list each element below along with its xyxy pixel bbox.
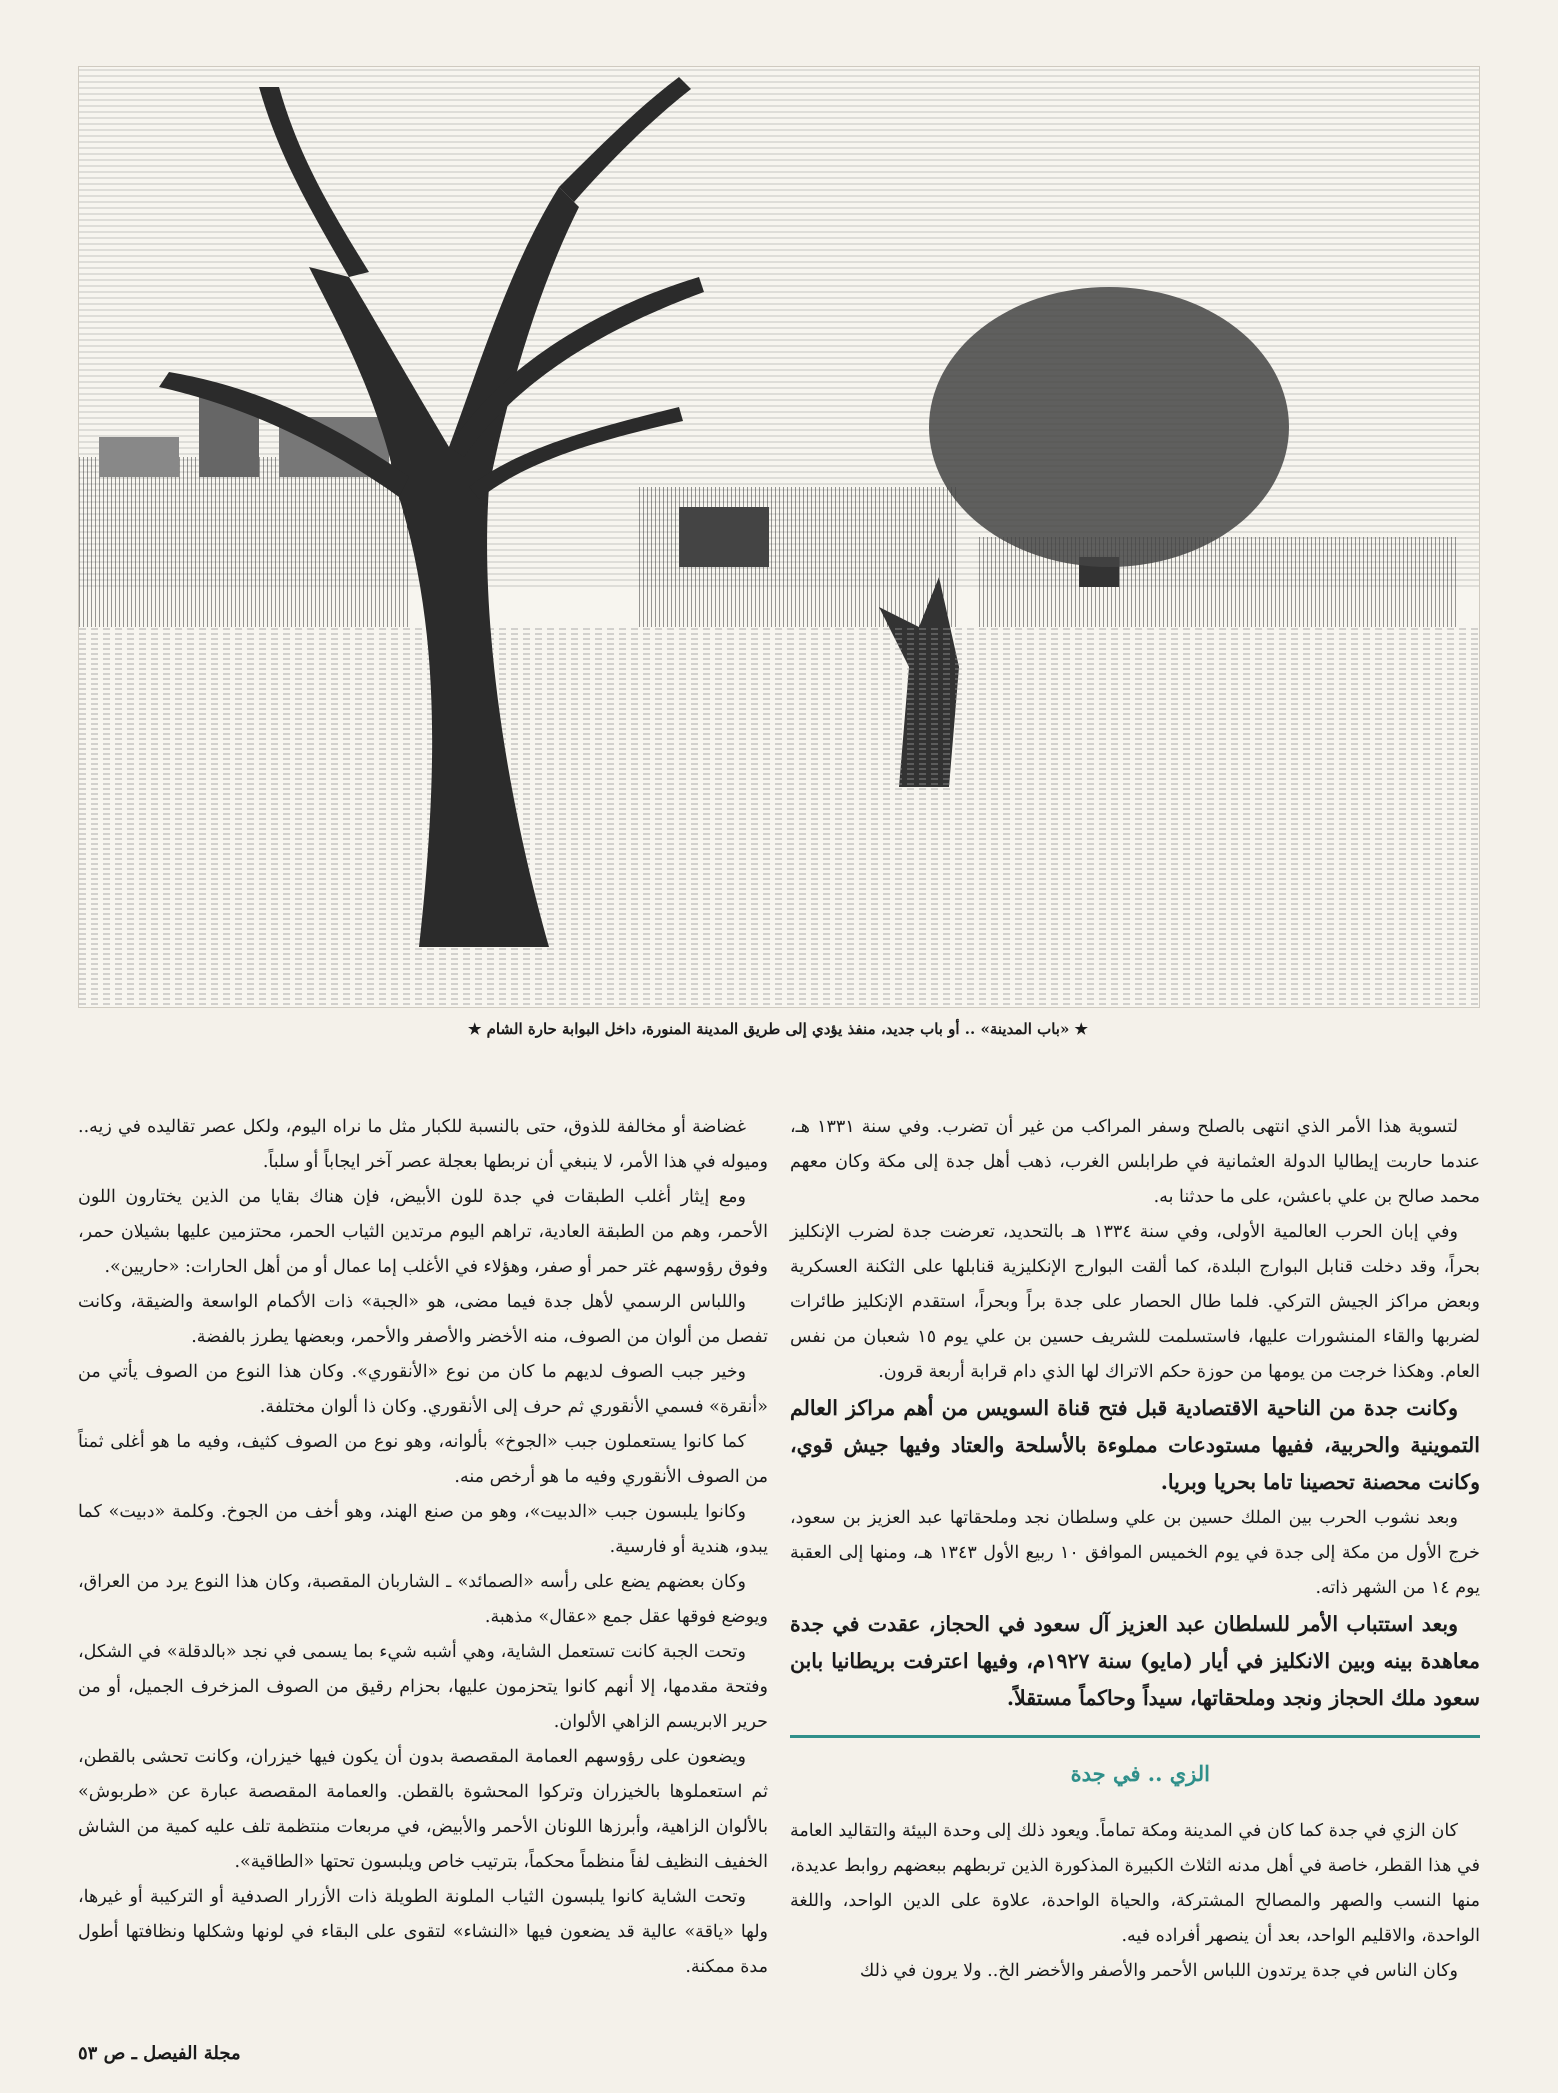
paragraph: كما كانوا يستعملون جبب «الجوخ» بألوانه، وهو نوع من الصوف كثيف، وفيه ما هو أغلى ثمناً من الصوف الأنقوري وفيه ما هو أرخص منه.: [78, 1432, 768, 1487]
jeddah-illustration: [78, 66, 1480, 1008]
etching-drawing: [79, 67, 1479, 1007]
paragraph-bold: وبعد استتباب الأمر للسلطان عبد العزيز آل سعود في الحجاز، عقدت في جدة معاهدة بينه وبين الانكليز في أيار (مايو) سنة ١٩٢٧م، وفيها اعترفت بريطانيا بابن سعود ملك الحجاز ونجد وملحقاتها، سيداً وحاكماً مستقلاً.: [790, 1612, 1480, 1710]
paragraph: لتسوية هذا الأمر الذي انتهى بالصلح وسفر المراكب من غير أن تضرب. وفي سنة ١٣٣١ هـ، عندما حاربت إيطاليا الدولة العثمانية في طرابلس الغرب، ذهب أهل جدة إلى مكة وكان معهم محمد صالح بن علي باعشن، على ما حدثنا به.: [790, 1117, 1480, 1207]
paragraph-bold: وكانت جدة من الناحية الاقتصادية قبل فتح قناة السويس من أهم مراكز العالم التموينية والحربية، ففيها مستودعات مملوءة بالأسلحة والعتاد وفيها جيش قوي، وكانت محصنة تحصينا تاما بحريا وبريا.: [790, 1396, 1480, 1494]
paragraph: وفي إبان الحرب العالمية الأولى، وفي سنة ١٣٣٤ هـ بالتحديد، تعرضت جدة لضرب الإنكليز بحراً، وقد دخلت قنابل البوارج البلدة، كما ألقت البوارج الإنكليزية قنابلها على الثكنة العسكرية وبعض مراكز الجيش التركي. فلما طال الحصار على جدة براً وبحراً، استقدم الإنكليز طائرات لضربها والقاء المنشورات عليها، فاستسلمت للشريف حسين بن علي يوم ١٥ شعبان من نفس العام. وهكذا خرجت من يومها من حوزة حكم الاتراك لها الذي دام قرابة أربعة قرون.: [790, 1222, 1480, 1382]
paragraph: وكان الناس في جدة يرتدون اللباس الأحمر والأصفر والأخضر الخ.. ولا يرون في ذلك: [859, 1961, 1458, 1981]
paragraph: واللباس الرسمي لأهل جدة فيما مضى، هو «الجبة» ذات الأكمام الواسعة والضيقة، وكانت تفصل من ألوان من الصوف، منه الأخضر والأصفر والأحمر، وبعضها يطرز بالفضة.: [78, 1292, 768, 1347]
section-divider: [790, 1735, 1480, 1814]
section-heading: الزي .. في جدة: [1070, 1761, 1210, 1786]
paragraph: ومع إيثار أغلب الطبقات في جدة للون الأبيض، فإن هناك بقايا من الذين يختارون اللون الأحمر، وهم من الطبقة العادية، تراهم اليوم مرتدين الثياب الحمر، محتزمين عليها بشيلان حمر، وفوق رؤوسهم غتر حمر أو صفر، وهؤلاء في الأغلب إما عمال أو من أهل الحارات: «حاريين».: [78, 1187, 768, 1277]
article-column-left: [78, 1110, 768, 1985]
illustration-caption: ★ «باب المدينة» .. أو باب جديد، منفذ يؤدي إلى طريق المدينة المنورة، داخل البوابة حارة الشام ★: [467, 1020, 1089, 1038]
tree-canopy-right: [929, 287, 1289, 567]
paragraph: ويضعون على رؤوسهم العمامة المقصصة بدون أن يكون فيها خيزران، وكانت تحشى بالقطن، ثم استعملوها بالخيزران وتركوا المحشوة بالقطن. والعمامة المقصصة عبارة عن «طربوش» بالألوان الزاهية، وأبرزها اللونان الأحمر والأبيض، في مربعات منتظمة تلف عليه كمية من الشاش الخفيف النظيف لفاً منظماً محكماً، بترتيب خاص ويلبسون تحتها «الطاقية».: [78, 1747, 768, 1872]
paragraph: وتحت الشاية كانوا يلبسون الثياب الملونة الطويلة ذات الأزرار الصدفية أو التركيبة أو غيرها، ولها «ياقة» عالية قد يضعون فيها «النشاء» لتقوى على البقاء في لونها وشكلها ونظافتها أطول مدة ممكنة.: [78, 1887, 768, 1977]
paragraph: وكانوا يلبسون جبب «الدبيت»، وهو من صنع الهند، وهو أخف من الجوخ. وكلمة «دبيت» كما يبدو، هندية أو فارسية.: [78, 1502, 768, 1557]
paragraph: وتحت الجبة كانت تستعمل الشاية، وهي أشبه شيء بما يسمى في نجد «بالدقلة» في الشكل، وفتحة مقدمها، إلا أنهم كانوا يتحزمون عليها، بحزام رقيق من الصوف المزخرف الجميل، أو من حرير الابريسم الزاهي الألوان.: [78, 1642, 768, 1732]
paragraph: كان الزي في جدة كما كان في المدينة ومكة تماماً. ويعود ذلك إلى وحدة البيئة والتقاليد العامة في هذا القطر، خاصة في أهل مدنه الثلاث الكبيرة المذكورة الذين تربطهم ببعضهم روابط عديدة، منها النسب والصهر والمصالح المشتركة، والحياة الواحدة، علاوة على الدين الواحد، واللغة الواحدة، والاقليم الواحد، بعد أن ينصهر أفراده فيه.: [790, 1821, 1480, 1946]
paragraph: وبعد نشوب الحرب بين الملك حسين بن علي وسلطان نجد وملحقاتها عبد العزيز بن سعود، خرج الأول من مكة إلى جدة في يوم الخميس الموافق ١٠ ربيع الأول ١٣٤٣ هـ، ومنها إلى العقبة يوم ١٤ من الشهر ذاته.: [790, 1508, 1480, 1598]
paragraph: وخير جبب الصوف لديهم ما كان من نوع «الأنقوري». وكان هذا النوع من الصوف يأتي من «أنقرة» فسمي الأنقوري ثم حرف إلى الأنقوري. وكان ذا ألوان مختلفة.: [78, 1362, 768, 1417]
article-column-right: [790, 1110, 1480, 1989]
page-footer: مجلة الفيصل ـ ص ٥٣: [78, 2043, 241, 2064]
paragraph: غضاضة أو مخالفة للذوق، حتى بالنسبة للكبار مثل ما نراه اليوم، ولكل عصر تقاليده في زيه.. وميوله في هذا الأمر، لا ينبغي أن نربطها بعجلة عصر آخر ايجاباً أو سلباً.: [78, 1117, 768, 1172]
paragraph: وكان بعضهم يضع على رأسه «الصمائد» ـ الشاربان المقصبة، وكان هذا النوع يرد من العراق، ويوضع فوقها عقل جمع «عقال» مذهبة.: [78, 1572, 768, 1627]
